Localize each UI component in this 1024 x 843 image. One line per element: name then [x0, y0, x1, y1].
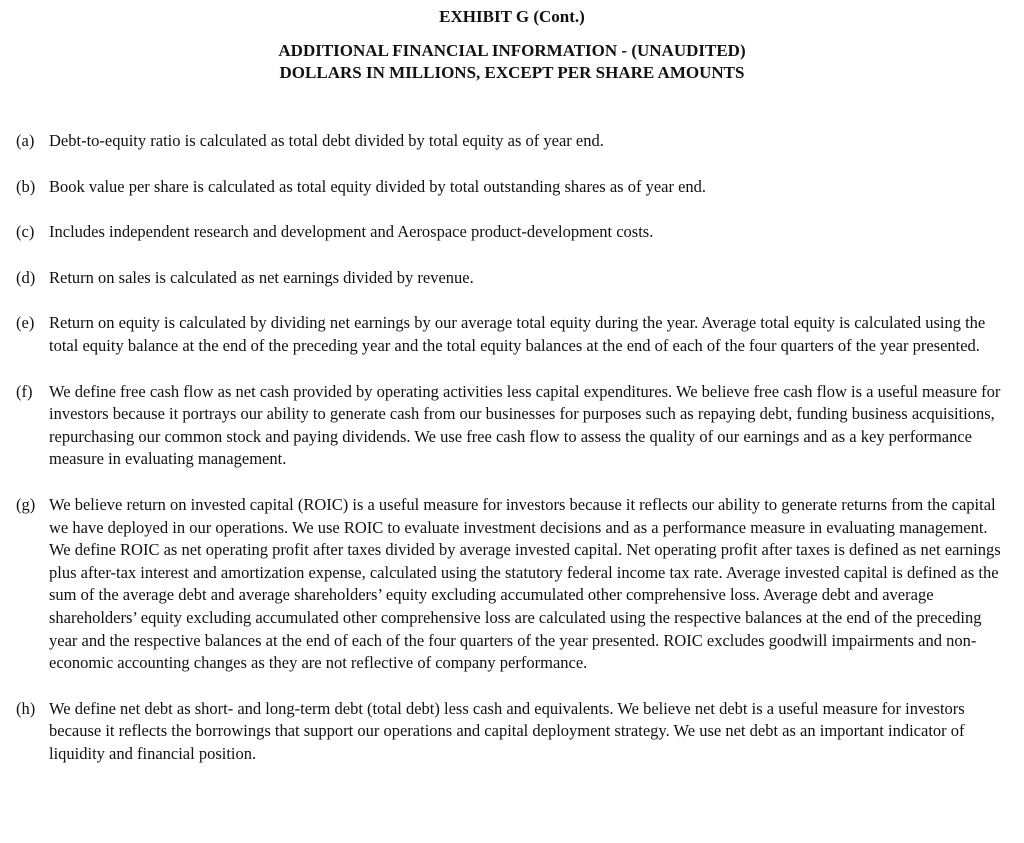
- note-text: Includes independent research and development and Aerospace product-development costs.: [49, 222, 654, 242]
- note-text: Book value per share is calculated as total equity divided by total outstanding shares as of year end.: [49, 176, 707, 196]
- note-label: (h): [16, 698, 36, 718]
- note-h: [16, 698, 1006, 766]
- note-d: [16, 267, 1006, 290]
- exhibit-title: EXHIBIT G (Cont.): [439, 7, 585, 26]
- note-label: (g): [16, 494, 36, 514]
- note-a: [16, 130, 1006, 153]
- note-label: (a): [16, 131, 35, 150]
- note-f: [16, 381, 1006, 471]
- subtitle-line-1: ADDITIONAL FINANCIAL INFORMATION - (UNAUDITED): [278, 41, 746, 60]
- note-text: We define free cash flow as net cash provided by operating activities less capital expenditures. We believe free cash flow is a useful measure for investors because it portrays our ability to generate cash from our businesses for purposes such as repaying debt, funding business acquisitions, repurchasing our common stock and paying dividends. We use free cash flow to assess the quality of our earnings and as a key performance measure in evaluating management.: [49, 381, 1001, 469]
- note-label: (b): [16, 176, 36, 196]
- note-label: (c): [16, 222, 35, 242]
- note-text: We define net debt as short- and long-term debt (total debt) less cash and equivalents. We believe net debt is a useful measure for investors because it reflects the borrowings that support our operations and capital deployment strategy. We use net debt as an important indicator of liquidity and financial position.: [49, 698, 965, 763]
- note-e: [16, 312, 1006, 357]
- note-c: [16, 221, 1006, 244]
- subtitle-line-2: DOLLARS IN MILLIONS, EXCEPT PER SHARE AMOUNTS: [279, 63, 745, 82]
- note-b: [16, 176, 1006, 199]
- note-text: Return on sales is calculated as net earnings divided by revenue.: [49, 267, 474, 287]
- note-label: (f): [16, 381, 33, 401]
- note-label: (e): [16, 313, 35, 333]
- note-label: (d): [16, 267, 36, 287]
- note-text: We believe return on invested capital (ROIC) is a useful measure for investors because it reflects our ability to generate returns from the capital we have deployed in our operations. We use ROIC to evaluate investment decisions and as a performance measure in evaluating management. We define ROIC as net operating profit after taxes divided by average invested capital. Net operating profit after taxes is defined as net earnings plus after-tax interest and amortization expense, calculated using the statutory federal income tax rate. Average invested capital is defined as the sum of the average debt and average shareholders’ equity excluding accumulated other comprehensive loss. Average debt and average shareholders’ equity excluding accumulated other comprehensive loss are calculated using the respective balances at the end of the preceding year and the respective balances at the end of each of the four quarters of the year presented. ROIC excludes goodwill impairments and non-economic accounting changes as they are not reflective of company performance.: [49, 494, 1001, 673]
- note-text: Debt-to-equity ratio is calculated as total debt divided by total equity as of year end.: [49, 131, 604, 150]
- notes-list: [16, 130, 1006, 765]
- note-g: [16, 494, 1006, 675]
- document-subtitle: [0, 40, 1024, 84]
- note-text: Return on equity is calculated by dividing net earnings by our average total equity during the year. Average total equity is calculated using the total equity balance at the end of the preceding year and the total equity balances at the end of each of the four quarters of the year presented.: [49, 313, 986, 355]
